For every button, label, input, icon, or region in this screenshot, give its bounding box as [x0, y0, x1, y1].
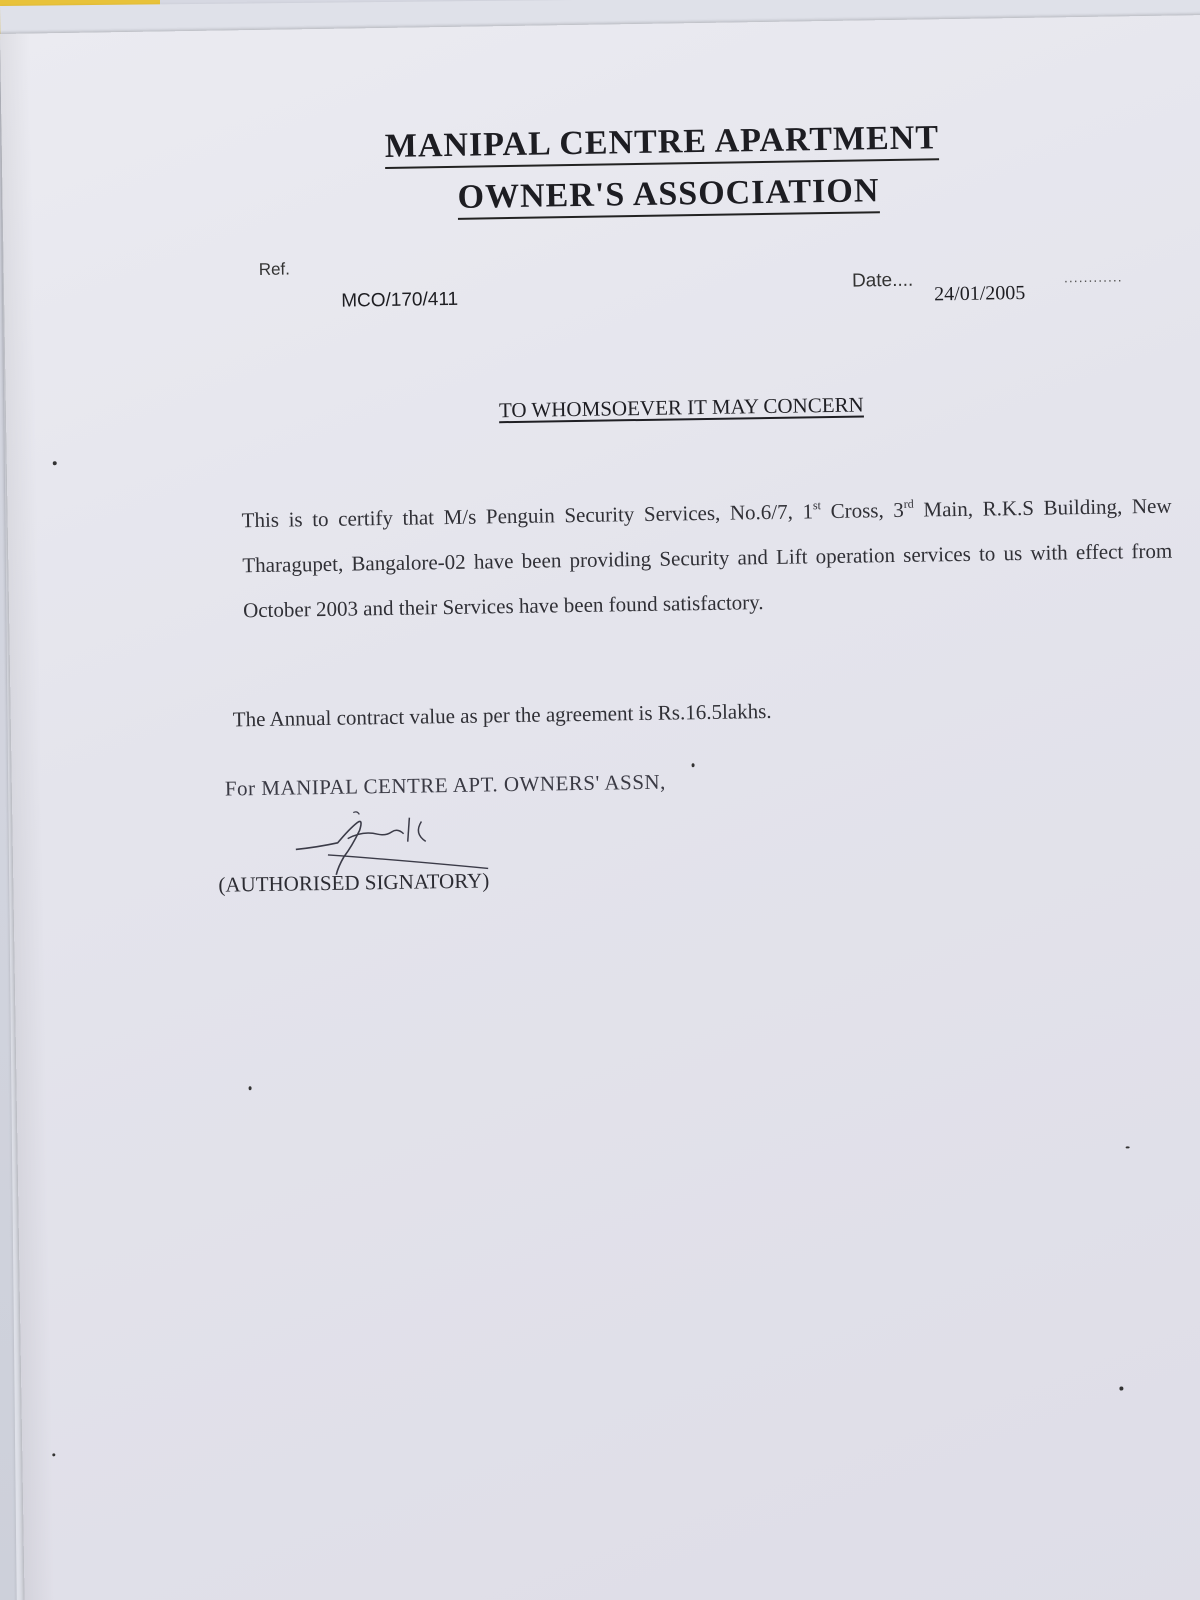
ref-label: Ref. [258, 259, 291, 279]
paper-speck [1126, 1146, 1130, 1148]
letterhead-line-2: OWNER'S ASSOCIATION [457, 172, 879, 220]
paper-speck [692, 763, 695, 767]
paper-speck [1119, 1387, 1123, 1391]
letter-page [0, 15, 1200, 1600]
paper-speck [249, 1086, 252, 1090]
authorised-signatory-label: (AUTHORISED SIGNATORY) [218, 868, 490, 897]
body-text-2: Cross, 3 [820, 497, 905, 524]
paper-speck [53, 461, 57, 465]
body-text-3: Main, R.K.S Building, New Tharagupet, Bangalore-02 have been providing Security and Lift operation services to us with effect from October 2003 and their Services have been found satisfactory. [242, 493, 1173, 623]
subject-heading: TO WHOMSOEVER IT MAY CONCERN [498, 392, 864, 423]
contract-value-line: The Annual contract value as per the agreement is Rs.16.5lakhs. [232, 698, 772, 732]
paper-speck [52, 1453, 55, 1456]
body-sup-1: st [812, 498, 822, 513]
body-sup-2: rd [903, 496, 914, 511]
date-label: Date.... [851, 269, 914, 292]
letterhead-line-1: MANIPAL CENTRE APARTMENT [385, 119, 940, 169]
signoff-for-line: For MANIPAL CENTRE APT. OWNERS' ASSN, [224, 769, 666, 801]
body-text-1: This is to certify that M/s Penguin Security Services, No.6/7, 1 [241, 499, 814, 533]
ref-number: MCO/170/411 [341, 288, 459, 312]
date-dotted-line: ............ [1063, 268, 1123, 286]
date-value: 24/01/2005 [934, 281, 1026, 306]
certificate-body [241, 478, 1173, 634]
